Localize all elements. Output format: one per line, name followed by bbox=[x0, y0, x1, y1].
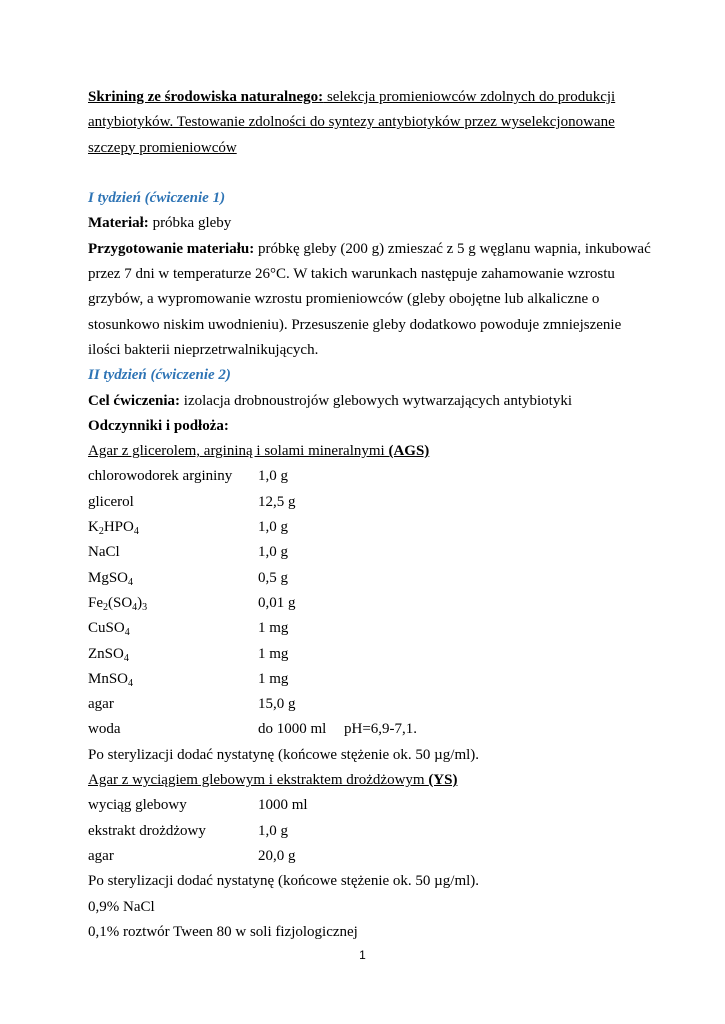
reagents-heading: Odczynniki i podłoża: bbox=[88, 417, 229, 434]
ags-row bbox=[88, 515, 648, 540]
ingredient-name: agar bbox=[88, 696, 114, 713]
goal-label: Cel ćwiczenia: bbox=[88, 392, 181, 409]
title-line-2: antybiotyków. Testowanie zdolności do syntezy antybiotyków przez wyselekcjonowane bbox=[88, 114, 615, 131]
formula-part: CuSO bbox=[88, 620, 125, 637]
formula-part: Fe bbox=[88, 594, 103, 611]
formula-subscript: 4 bbox=[124, 627, 130, 639]
tween-solution: 0,1% roztwór Tween 80 w soli fizjologicznej bbox=[88, 923, 358, 940]
ys-row bbox=[88, 844, 648, 869]
ingredient-name bbox=[88, 616, 130, 641]
formula-subscript: 2 bbox=[98, 526, 104, 538]
ags-heading bbox=[88, 439, 648, 464]
material-label: Materiał: bbox=[88, 215, 149, 232]
formula-subscript: 4 bbox=[133, 526, 139, 538]
ingredient-name bbox=[88, 642, 129, 667]
ingredient-name: wyciąg glebowy bbox=[88, 797, 187, 814]
ingredient-amount: 15,0 g bbox=[258, 696, 296, 713]
prep-line-5: ilości bakterii nieprzetrwalnikujących. bbox=[88, 341, 319, 358]
ingredient-name bbox=[88, 591, 147, 616]
title-bold: Skrining ze środowiska naturalnego: bbox=[88, 89, 324, 105]
title-line-1-text: selekcja promieniowców zdolnych do produkcji bbox=[323, 89, 616, 105]
ingredient-name: ekstrakt drożdżowy bbox=[88, 822, 206, 839]
ags-row bbox=[88, 616, 648, 641]
ingredient-amount: 1,0 g bbox=[258, 468, 288, 485]
page-number: 1 bbox=[359, 948, 366, 962]
prep-line-2: przez 7 dni w temperaturze 26°C. W takich warunkach następuje zahamowanie wzrostu bbox=[88, 266, 615, 283]
ingredient-name bbox=[88, 566, 133, 591]
formula-subscript: 3 bbox=[142, 601, 148, 613]
material-value: próbka gleby bbox=[148, 215, 232, 232]
formula-subscript: 4 bbox=[128, 677, 134, 689]
goal-line bbox=[88, 389, 648, 414]
formula-subscript: 4 bbox=[132, 601, 138, 613]
ingredient-amount: do 1000 ml bbox=[258, 721, 327, 738]
title-line-3: szczepy promieniowców bbox=[88, 139, 237, 156]
ingredient-name: chlorowodorek argininy bbox=[88, 468, 233, 485]
ags-row bbox=[88, 540, 648, 565]
ags-row bbox=[88, 490, 648, 515]
title-line-1 bbox=[88, 85, 648, 110]
formula-subscript: 4 bbox=[128, 576, 134, 588]
ags-note: Po sterylizacji dodać nystatynę (końcowe stężenie ok. 50 µg/ml). bbox=[88, 746, 480, 763]
ingredient-amount: 1,0 g bbox=[258, 822, 288, 839]
ingredient-amount: 0,5 g bbox=[258, 569, 288, 586]
ags-row bbox=[88, 642, 648, 667]
ingredient-amount: 1,0 g bbox=[258, 519, 288, 536]
nacl-solution: 0,9% NaCl bbox=[88, 898, 155, 915]
ingredient-amount: 1 mg bbox=[258, 670, 289, 687]
goal-value: izolacja drobnoustrojów glebowych wytwarzających antybiotyki bbox=[180, 392, 573, 409]
document-page bbox=[88, 85, 651, 945]
ys-abbr: (YS) bbox=[428, 772, 458, 789]
prep-line-4: stosunkowo niskim uwodnieniu). Przesuszenie gleby dodatkowo powoduje zmniejszenie bbox=[88, 316, 622, 333]
formula-part: K bbox=[88, 519, 99, 536]
formula-part: MgSO bbox=[88, 569, 129, 586]
prep-line-3: grzybów, a wypromowanie wzrostu promieniowców (gleby obojętne lub alkaliczne o bbox=[88, 291, 600, 308]
ags-row bbox=[88, 464, 648, 489]
ys-heading bbox=[88, 768, 648, 793]
ingredient-amount: 1 mg bbox=[258, 620, 289, 637]
ingredient-amount: 1 mg bbox=[258, 645, 289, 662]
ags-row bbox=[88, 692, 648, 717]
formula-subscript: 2 bbox=[103, 601, 108, 613]
ingredient-amount: 20,0 g bbox=[258, 847, 296, 864]
formula-part: (SO bbox=[108, 594, 133, 611]
spacer bbox=[88, 161, 648, 186]
formula-part: HPO bbox=[103, 519, 134, 536]
ingredient-name: NaCl bbox=[88, 544, 120, 561]
prep-label: Przygotowanie materiału: bbox=[88, 240, 255, 257]
formula-part: ) bbox=[137, 594, 143, 611]
ys-heading-text: Agar z wyciągiem glebowym i ekstraktem drożdżowym bbox=[88, 772, 429, 789]
ys-row bbox=[88, 793, 648, 818]
material-line bbox=[88, 211, 648, 236]
formula-subscript: 4 bbox=[123, 652, 129, 664]
ingredient-name bbox=[88, 667, 133, 692]
ags-row bbox=[88, 667, 648, 692]
ys-row bbox=[88, 819, 648, 844]
document-title bbox=[88, 85, 648, 161]
ags-row bbox=[88, 566, 648, 591]
ingredient-name: glicerol bbox=[88, 493, 134, 510]
ingredient-amount: 0,01 g bbox=[258, 594, 296, 611]
prep-line-1 bbox=[88, 237, 651, 262]
ingredient-amount: 12,5 g bbox=[258, 493, 296, 510]
ags-heading-text: Agar z glicerolem, argininą i solami mineralnymi bbox=[88, 443, 389, 460]
ingredient-name bbox=[88, 515, 139, 540]
ags-row bbox=[88, 591, 648, 616]
formula-part: ZnSO bbox=[88, 645, 124, 662]
ys-note: Po sterylizacji dodać nystatynę (końcowe stężenie ok. 50 µg/ml). bbox=[88, 873, 480, 890]
formula-part: MnSO bbox=[88, 670, 129, 687]
ph-value: pH=6,9-7,1. bbox=[344, 721, 418, 738]
ags-row bbox=[88, 717, 648, 742]
ingredient-amount: 1,0 g bbox=[258, 544, 288, 561]
ingredient-name: agar bbox=[88, 847, 114, 864]
ingredient-amount: 1000 ml bbox=[258, 797, 308, 814]
ingredient-name: woda bbox=[88, 721, 121, 738]
week-2-heading: II tydzień (ćwiczenie 2) bbox=[88, 367, 231, 384]
week-1-heading: I tydzień (ćwiczenie 1) bbox=[88, 190, 226, 207]
prep-text-1: próbkę gleby (200 g) zmieszać z 5 g węglanu wapnia, inkubować bbox=[254, 240, 651, 257]
ags-abbr: (AGS) bbox=[388, 443, 430, 460]
